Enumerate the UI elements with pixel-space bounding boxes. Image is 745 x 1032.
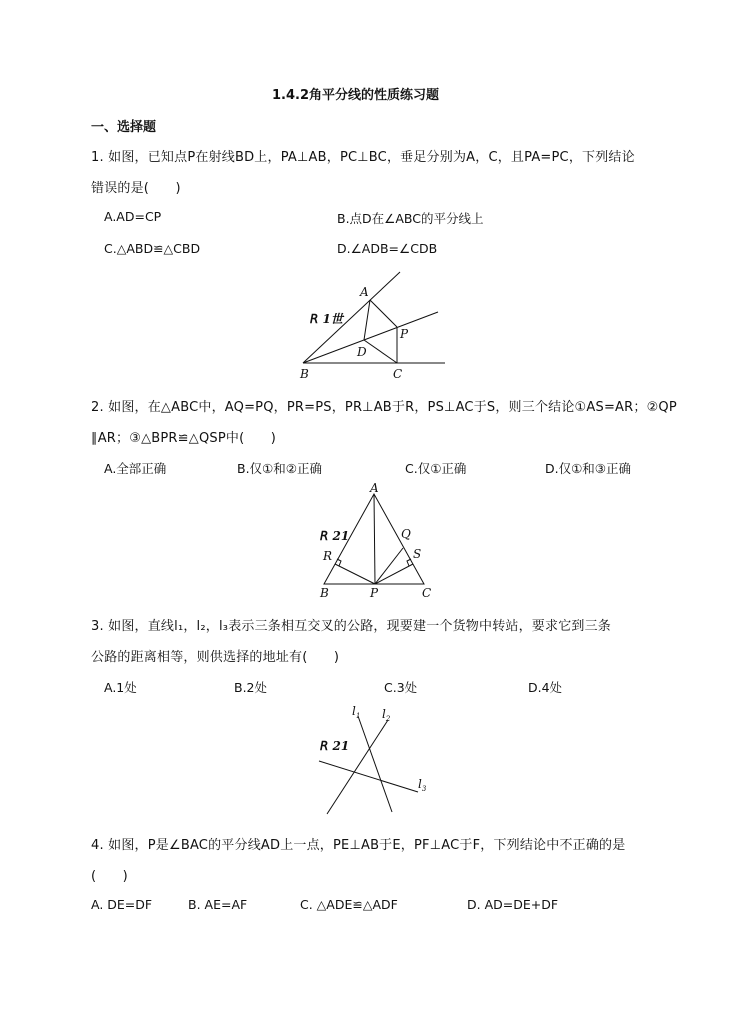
section-heading: 一、选择题 [91, 120, 157, 135]
watermark-logo: 𝘙 21 [320, 739, 350, 753]
question-1-option-d: D.∠ADB=∠CDB [337, 241, 438, 256]
line-l1 [358, 716, 392, 812]
question-2-option-b: B.仅①和②正确 [237, 461, 322, 476]
line-l2 [327, 720, 388, 814]
question-3-option-b: B.2处 [234, 680, 268, 695]
question-4-option-b: B. AE=AF [188, 897, 248, 912]
segment-pr [335, 564, 375, 584]
question-1-line-2: 错误的是( ) [91, 181, 181, 196]
label-l2: $l_2$ [382, 707, 391, 723]
question-4-option-c: C. △ADE≌△ADF [300, 897, 398, 912]
segment-ps [375, 564, 413, 584]
question-3-figure [310, 700, 435, 820]
watermark-logo: 𝘙 21 [320, 529, 350, 543]
question-2-option-a: A.全部正确 [104, 461, 167, 476]
question-3-option-d: D.4处 [528, 680, 563, 695]
line-l3 [319, 761, 418, 792]
question-1-option-b: B.点D在∠ABC的平分线上 [337, 211, 484, 226]
segment-ap [374, 494, 375, 584]
question-2-line-2: ∥AR；③△BPR≌△QSP中( ) [91, 431, 277, 446]
question-3-option-c: C.3处 [384, 680, 418, 695]
label-d: D [357, 345, 367, 359]
question-1-option-c: C.△ABD≌△CBD [104, 241, 201, 256]
label-q: Q [401, 527, 411, 541]
question-2-option-c: C.仅①正确 [405, 461, 467, 476]
page-title: 1.4.2角平分线的性质练习题 [272, 88, 440, 103]
question-4-line-1: 4. 如图，P是∠BAC的平分线AD上一点，PE⊥AB于E，PF⊥AC于F，下列结论中不正确的是 [91, 838, 626, 853]
segment-dc [364, 340, 397, 363]
label-a: A [370, 481, 379, 495]
question-4-line-2: ( ) [91, 869, 128, 884]
label-b: B [320, 586, 329, 600]
segment-ap [370, 300, 397, 327]
question-2-figure [310, 480, 440, 602]
question-3-line-2: 公路的距离相等，则供选择的地址有( ) [91, 650, 340, 665]
question-3-line-1: 3. 如图，直线l₁，l₂，l₃表示三条相互交叉的公路，现要建一个货物中转站，要求它到三条 [91, 619, 612, 634]
question-1-option-a: A.AD=CP [104, 209, 162, 224]
segment-ad [364, 300, 370, 340]
question-3-option-a: A.1处 [104, 680, 137, 695]
label-a: A [360, 285, 369, 299]
label-p: P [370, 586, 379, 600]
watermark-logo: 𝘙 1世 [310, 312, 343, 326]
label-c: C [422, 586, 432, 600]
segment-pq [375, 548, 403, 584]
label-c: C [393, 367, 403, 381]
question-2-line-1: 2. 如图，在△ABC中，AQ=PQ，PR=PS，PR⊥AB于R，PS⊥AC于S，则三个结论①AS=AR；②QP [91, 400, 677, 415]
label-b: B [300, 367, 309, 381]
question-1-line-1: 1. 如图，已知点P在射线BD上，PA⊥AB，PC⊥BC，垂足分别为A，C，且PA=PC，下列结论 [91, 150, 635, 165]
label-p: P [400, 327, 409, 341]
label-s: S [413, 547, 422, 561]
question-2-option-d: D.仅①和③正确 [545, 461, 632, 476]
question-4-option-a: A. DE=DF [91, 897, 153, 912]
label-l3: $l_3$ [418, 777, 427, 793]
label-l1: $l_1$ [352, 704, 361, 720]
question-4-option-d: D. AD=DE+DF [467, 897, 559, 912]
question-1-figure [290, 268, 460, 383]
label-r: R [323, 549, 333, 563]
